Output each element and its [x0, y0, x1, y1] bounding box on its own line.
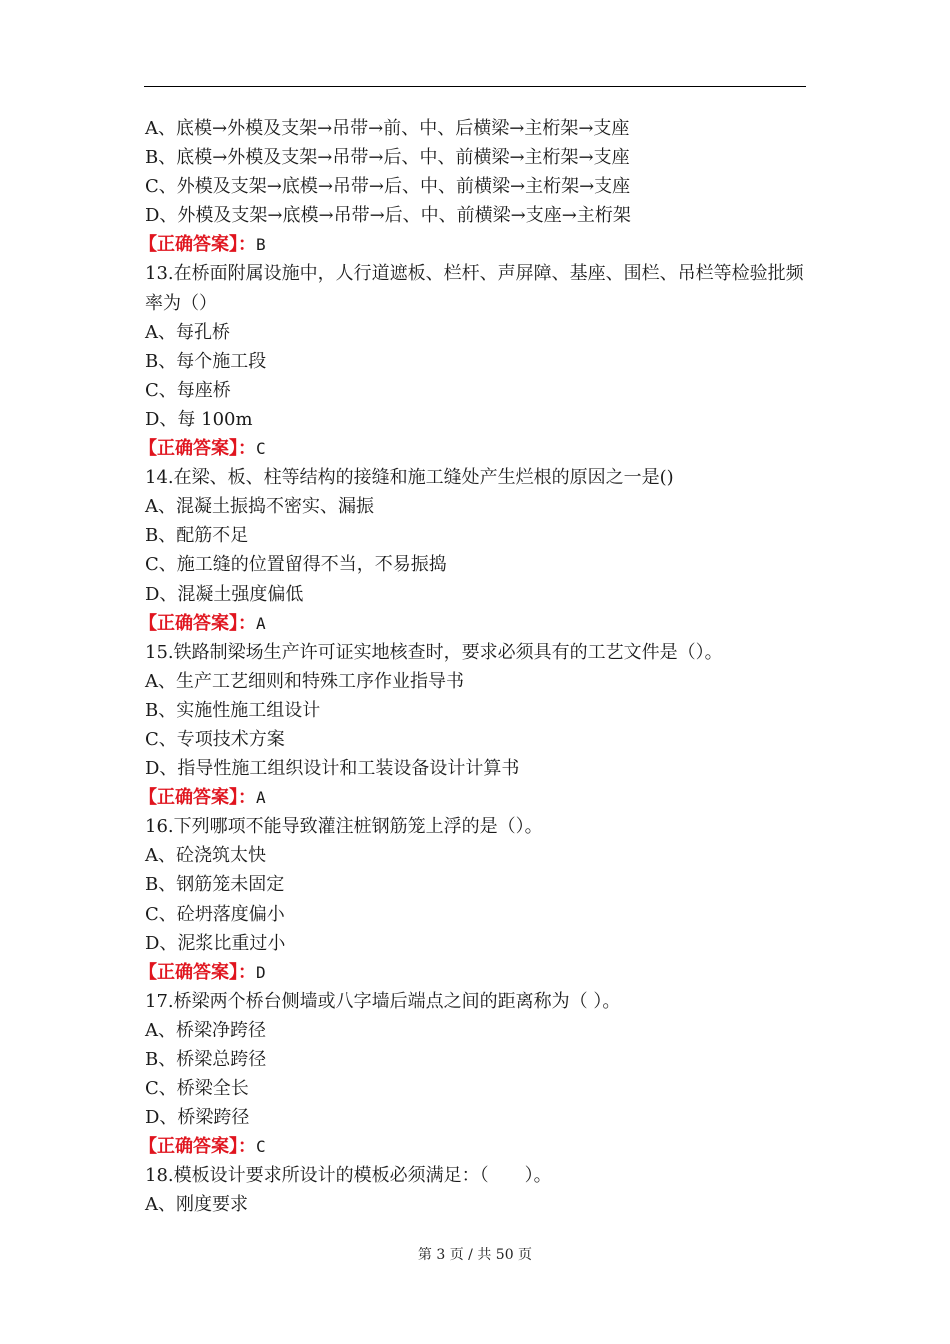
option-line: A、每孔桥: [145, 321, 230, 343]
option-line: B、每个施工段: [145, 350, 267, 372]
option-line: D、指导性施工组织设计和工装设备设计计算书: [145, 758, 520, 780]
answer-label: 【正确答案】：: [139, 1136, 256, 1158]
option-line: D、混凝土强度偏低: [145, 583, 304, 605]
option-line: A、砼浇筑太快: [145, 845, 266, 867]
option-line: D、外模及支架→底模→吊带→后、中、前横梁→支座→主桁架: [145, 205, 631, 227]
question-14: 14.在梁、板、柱等结构的接缝和施工缝处产生烂根的原因之一是(): [145, 467, 674, 489]
option-line: C、桥梁全长: [145, 1078, 249, 1100]
answer-label: 【正确答案】：: [139, 612, 256, 634]
answer-value: B: [256, 235, 266, 255]
answer-label: 【正确答案】：: [139, 961, 256, 983]
option-line: C、外模及支架→底模→吊带→后、中、前横梁→主桁架→支座: [145, 176, 631, 198]
option-line: C、砼坍落度偏小: [145, 903, 285, 925]
answer-value: C: [256, 439, 266, 459]
page-content: [139, 114, 807, 1220]
question-17: 17.桥梁两个桥台侧墙或八字墙后端点之间的距离称为（ ）。: [145, 990, 621, 1012]
answer-label: 【正确答案】：: [139, 234, 256, 256]
answer-value: A: [256, 788, 266, 808]
option-line: B、底模→外模及支架→吊带→后、中、前横梁→主桁架→支座: [145, 147, 630, 169]
answer-label: 【正确答案】：: [139, 438, 256, 460]
option-line: C、施工缝的位置留得不当，不易振捣: [145, 554, 447, 576]
option-line: B、实施性施工组设计: [145, 699, 321, 721]
answer-label: 【正确答案】：: [139, 787, 256, 809]
answer-line: [139, 783, 807, 812]
option-line: D、每 100m: [145, 408, 253, 430]
answer-line: [139, 609, 807, 638]
option-line: A、生产工艺细则和特殊工序作业指导书: [145, 670, 464, 692]
answer-value: A: [256, 613, 266, 633]
option-line: A、刚度要求: [145, 1194, 248, 1216]
answer-value: C: [256, 1137, 266, 1157]
option-line: B、桥梁总跨径: [145, 1049, 267, 1070]
question-15: 15.铁路制梁场生产许可证实地核查时，要求必须具有的工艺文件是（）。: [145, 641, 723, 663]
answer-value: D: [256, 962, 266, 982]
option-line: D、泥浆比重过小: [145, 932, 286, 954]
answer-line: [139, 434, 807, 463]
option-line: B、钢筋笼未固定: [145, 874, 285, 896]
question-13: 13.在桥面附属设施中，人行道遮板、栏杆、声屏障、基座、围栏、吊栏等检验批频率为（）: [145, 263, 804, 314]
header-rule: [144, 86, 806, 87]
option-line: B、配筋不足: [145, 525, 249, 547]
question-18: 18.模板设计要求所设计的模板必须满足：（ ）。: [145, 1165, 552, 1187]
answer-line: [139, 1132, 807, 1161]
option-line: A、混凝土振捣不密实、漏振: [145, 496, 374, 518]
question-16: 16.下列哪项不能导致灌注桩钢筋笼上浮的是（）。: [145, 816, 543, 838]
option-line: A、底模→外模及支架→吊带→前、中、后横梁→主桁架→支座: [145, 118, 630, 139]
option-line: D、桥梁跨径: [145, 1107, 250, 1129]
answer-line: [139, 230, 807, 259]
page-footer: 第 3 页 / 共 50 页: [417, 1247, 533, 1263]
answer-line: [139, 958, 807, 987]
option-line: C、每座桥: [145, 379, 231, 401]
option-line: C、专项技术方案: [145, 728, 285, 750]
option-line: A、桥梁净跨径: [145, 1019, 266, 1041]
